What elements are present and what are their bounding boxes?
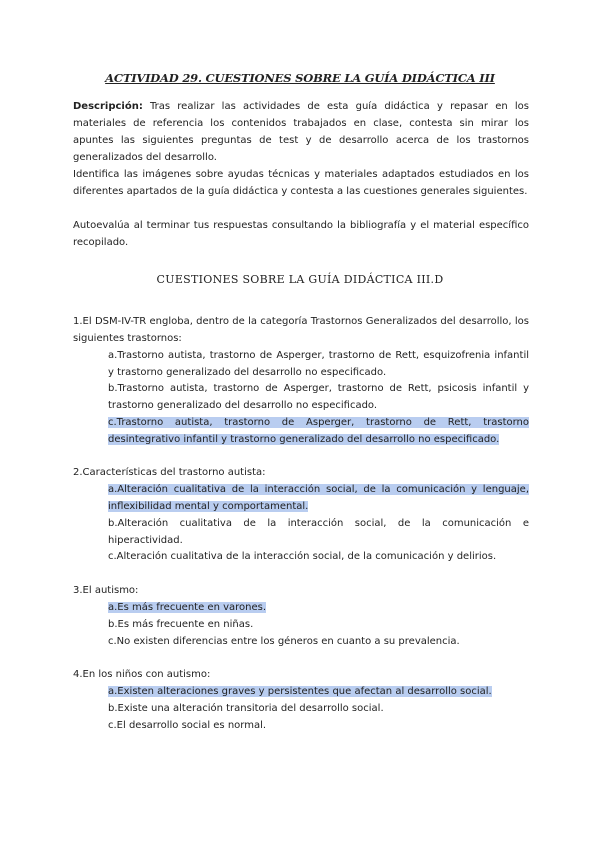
highlighted-answer: a.Alteración cualitativa de la interacción social, de la comunicación y lenguaje, inflexibilidad mental y comportamental. bbox=[108, 484, 529, 512]
activity-title: ACTIVIDAD 29. CUESTIONES SOBRE LA GUÍA DIDÁCTICA III bbox=[105, 71, 495, 85]
question-1-option-b: b.Trastorno autista, trastorno de Asperger, trastorno de Rett, psicosis infantil y trastorno generalizado del desarrollo no especificado. bbox=[108, 383, 529, 411]
highlighted-answer: a.Existen alteraciones graves y persistentes que afectan al desarrollo social. bbox=[108, 686, 492, 697]
question-3-option-b: b.Es más frecuente en niñas. bbox=[108, 619, 254, 630]
instructions-paragraph: Identifica las imágenes sobre ayudas técnicas y materiales adaptados estudiados en los diferentes apartados de la guía didáctica y contesta a las cuestiones generales siguientes. bbox=[73, 169, 529, 197]
question-1-option-c bbox=[108, 414, 529, 448]
question-4-option-b: b.Existe una alteración transitoria del desarrollo social. bbox=[108, 703, 384, 714]
question-2-option-a bbox=[108, 481, 529, 515]
question-1: 1.El DSM-IV-TR engloba, dentro de la categoría Trastornos Generalizados del desarrollo, los siguientes trastornos: bbox=[73, 316, 529, 344]
question-3: 3.El autismo: bbox=[73, 585, 139, 596]
description-text: Tras realizar las actividades de esta guía didáctica y repasar en los materiales de referencia los contenidos trabajados en clase, contesta sin mirar los apuntes las siguientes preguntas de test y de desarrollo acerca de los trastornos generalizados del desarrollo. bbox=[73, 101, 529, 163]
highlighted-answer: c.Trastorno autista, trastorno de Asperger, trastorno de Rett, trastorno desintegrativo infantil y trastorno generalizado del desarrollo no especificado. bbox=[108, 417, 529, 445]
question-2: 2.Características del trastorno autista: bbox=[73, 467, 266, 478]
question-3-option-c: c.No existen diferencias entre los géneros en cuanto a su prevalencia. bbox=[108, 636, 460, 647]
question-2-option-b: b.Alteración cualitativa de la interacción social, de la comunicación e hiperactividad. bbox=[108, 518, 529, 546]
question-4-option-a bbox=[108, 683, 529, 700]
question-2-option-c: c.Alteración cualitativa de la interacción social, de la comunicación y delirios. bbox=[108, 551, 497, 562]
description-paragraph bbox=[73, 98, 529, 166]
question-4-option-c: c.El desarrollo social es normal. bbox=[108, 720, 267, 731]
section-title: CUESTIONES SOBRE LA GUÍA DIDÁCTICA III.D bbox=[156, 273, 444, 286]
question-3-option-a bbox=[108, 599, 529, 616]
question-4: 4.En los niños con autismo: bbox=[73, 669, 211, 680]
question-1-option-a: a.Trastorno autista, trastorno de Asperger, trastorno de Rett, esquizofrenia infantil y trastorno generalizado del desarrollo no especificado. bbox=[108, 350, 529, 378]
highlighted-answer: a.Es más frecuente en varones. bbox=[108, 602, 267, 613]
self-evaluation-paragraph: Autoevalúa al terminar tus respuestas consultando la bibliografía y el material específico recopilado. bbox=[73, 220, 529, 248]
description-label: Descripción: bbox=[73, 101, 143, 112]
